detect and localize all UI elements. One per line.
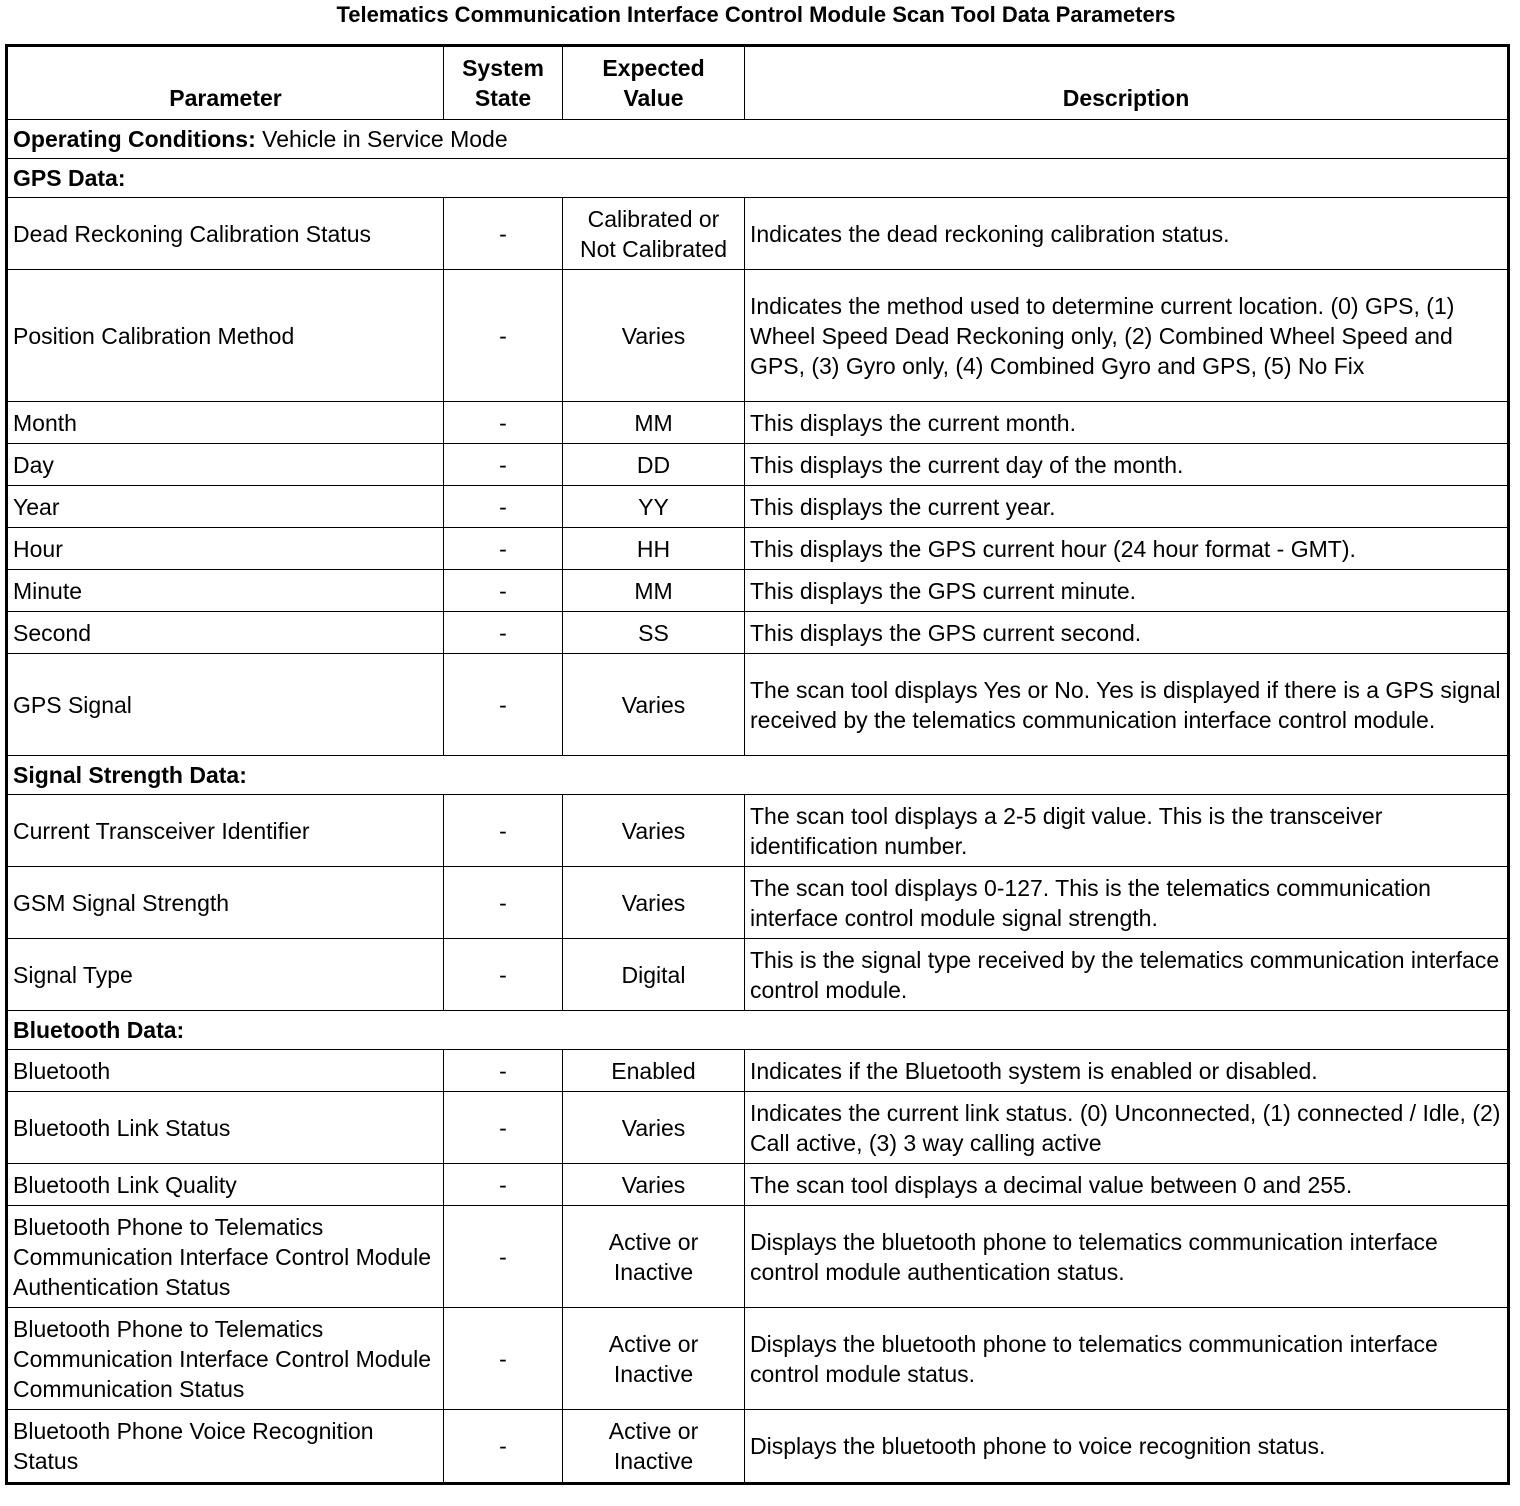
parameter-cell: Bluetooth Phone to Telematics Communication Interface Control Module Communication Status — [7, 1308, 444, 1410]
expected-value-cell: Active or Inactive — [563, 1410, 745, 1484]
table-row — [7, 939, 1509, 1011]
system-state-cell: - — [444, 444, 563, 486]
operating-conditions-row — [7, 120, 1509, 159]
expected-value-cell: Varies — [563, 270, 745, 402]
system-state-cell: - — [444, 939, 563, 1011]
header-system-state: System State — [444, 46, 563, 120]
parameter-cell: Current Transceiver Identifier — [7, 795, 444, 867]
section-heading: GPS Data: — [7, 159, 1509, 198]
description-cell: This is the signal type received by the telematics communication interface control module. — [745, 939, 1509, 1011]
table-row — [7, 486, 1509, 528]
section-heading: Signal Strength Data: — [7, 756, 1509, 795]
description-cell: This displays the GPS current second. — [745, 612, 1509, 654]
system-state-cell: - — [444, 867, 563, 939]
description-cell: Indicates the dead reckoning calibration status. — [745, 198, 1509, 270]
description-cell: This displays the current month. — [745, 402, 1509, 444]
parameter-cell: Signal Type — [7, 939, 444, 1011]
scan-tool-data-table — [5, 44, 1510, 1485]
expected-value-cell: MM — [563, 402, 745, 444]
table-row — [7, 1206, 1509, 1308]
parameter-cell: Bluetooth Link Status — [7, 1092, 444, 1164]
expected-value-cell: HH — [563, 528, 745, 570]
description-cell: Displays the bluetooth phone to voice recognition status. — [745, 1410, 1509, 1484]
table-row — [7, 570, 1509, 612]
table-row — [7, 1092, 1509, 1164]
parameter-cell: GPS Signal — [7, 654, 444, 756]
parameter-cell: Minute — [7, 570, 444, 612]
table-row — [7, 270, 1509, 402]
description-cell: The scan tool displays a 2-5 digit value. This is the transceiver identification number. — [745, 795, 1509, 867]
system-state-cell: - — [444, 270, 563, 402]
expected-value-cell: SS — [563, 612, 745, 654]
parameter-cell: Bluetooth Phone to Telematics Communication Interface Control Module Authentication Status — [7, 1206, 444, 1308]
description-cell: The scan tool displays 0-127. This is the telematics communication interface control module signal strength. — [745, 867, 1509, 939]
system-state-cell: - — [444, 402, 563, 444]
system-state-cell: - — [444, 1092, 563, 1164]
description-cell: Indicates if the Bluetooth system is enabled or disabled. — [745, 1050, 1509, 1092]
parameter-cell: Day — [7, 444, 444, 486]
description-cell: This displays the current day of the month. — [745, 444, 1509, 486]
parameter-cell: GSM Signal Strength — [7, 867, 444, 939]
description-cell: Indicates the current link status. (0) Unconnected, (1) connected / Idle, (2) Call active, (3) 3 way calling active — [745, 1092, 1509, 1164]
section-heading: Bluetooth Data: — [7, 1011, 1509, 1050]
parameter-cell: Second — [7, 612, 444, 654]
section-heading-row — [7, 159, 1509, 198]
parameter-cell: Bluetooth — [7, 1050, 444, 1092]
expected-value-cell: Varies — [563, 867, 745, 939]
system-state-cell: - — [444, 198, 563, 270]
system-state-cell: - — [444, 1410, 563, 1484]
system-state-cell: - — [444, 570, 563, 612]
expected-value-cell: Varies — [563, 1092, 745, 1164]
system-state-cell: - — [444, 528, 563, 570]
expected-value-cell: YY — [563, 486, 745, 528]
table-row — [7, 444, 1509, 486]
system-state-cell: - — [444, 1206, 563, 1308]
description-cell: Displays the bluetooth phone to telematics communication interface control module status. — [745, 1308, 1509, 1410]
table-row — [7, 528, 1509, 570]
page-title: Telematics Communication Interface Control Module Scan Tool Data Parameters — [336, 2, 1176, 27]
parameter-cell: Month — [7, 402, 444, 444]
table-row — [7, 1410, 1509, 1484]
table-row — [7, 612, 1509, 654]
section-heading-row — [7, 756, 1509, 795]
description-cell: The scan tool displays Yes or No. Yes is displayed if there is a GPS signal received by the telematics communication interface control module. — [745, 654, 1509, 756]
table-row — [7, 867, 1509, 939]
table-row — [7, 1050, 1509, 1092]
expected-value-cell: Varies — [563, 1164, 745, 1206]
system-state-cell: - — [444, 795, 563, 867]
system-state-cell: - — [444, 654, 563, 756]
expected-value-cell: Varies — [563, 795, 745, 867]
expected-value-cell: Varies — [563, 654, 745, 756]
description-cell: The scan tool displays a decimal value between 0 and 255. — [745, 1164, 1509, 1206]
table-row — [7, 198, 1509, 270]
system-state-cell: - — [444, 486, 563, 528]
expected-value-cell: Digital — [563, 939, 745, 1011]
section-heading-row — [7, 1011, 1509, 1050]
parameter-cell: Dead Reckoning Calibration Status — [7, 198, 444, 270]
table-row — [7, 654, 1509, 756]
header-parameter: Parameter — [7, 46, 444, 120]
expected-value-cell: Active or Inactive — [563, 1206, 745, 1308]
parameter-cell: Bluetooth Phone Voice Recognition Status — [7, 1410, 444, 1484]
parameter-cell: Bluetooth Link Quality — [7, 1164, 444, 1206]
parameter-cell: Position Calibration Method — [7, 270, 444, 402]
operating-conditions: Operating Conditions: Vehicle in Service Mode — [7, 120, 1509, 159]
expected-value-cell: MM — [563, 570, 745, 612]
parameter-cell: Hour — [7, 528, 444, 570]
description-cell: Displays the bluetooth phone to telematics communication interface control module authentication status. — [745, 1206, 1509, 1308]
table-row — [7, 1308, 1509, 1410]
system-state-cell: - — [444, 1308, 563, 1410]
expected-value-cell: Calibrated or Not Calibrated — [563, 198, 745, 270]
table-row — [7, 402, 1509, 444]
system-state-cell: - — [444, 612, 563, 654]
expected-value-cell: Active or Inactive — [563, 1308, 745, 1410]
header-description: Description — [745, 46, 1509, 120]
system-state-cell: - — [444, 1164, 563, 1206]
expected-value-cell: DD — [563, 444, 745, 486]
parameter-cell: Year — [7, 486, 444, 528]
expected-value-cell: Enabled — [563, 1050, 745, 1092]
system-state-cell: - — [444, 1050, 563, 1092]
header-expected-value: Expected Value — [563, 46, 745, 120]
description-cell: This displays the GPS current hour (24 hour format - GMT). — [745, 528, 1509, 570]
table-row — [7, 1164, 1509, 1206]
description-cell: Indicates the method used to determine current location. (0) GPS, (1) Wheel Speed Dead Reckoning only, (2) Combined Wheel Speed and GPS, (3) Gyro only, (4) Combined Gyro and GPS, (5) No Fix — [745, 270, 1509, 402]
description-cell: This displays the GPS current minute. — [745, 570, 1509, 612]
table-row — [7, 795, 1509, 867]
description-cell: This displays the current year. — [745, 486, 1509, 528]
